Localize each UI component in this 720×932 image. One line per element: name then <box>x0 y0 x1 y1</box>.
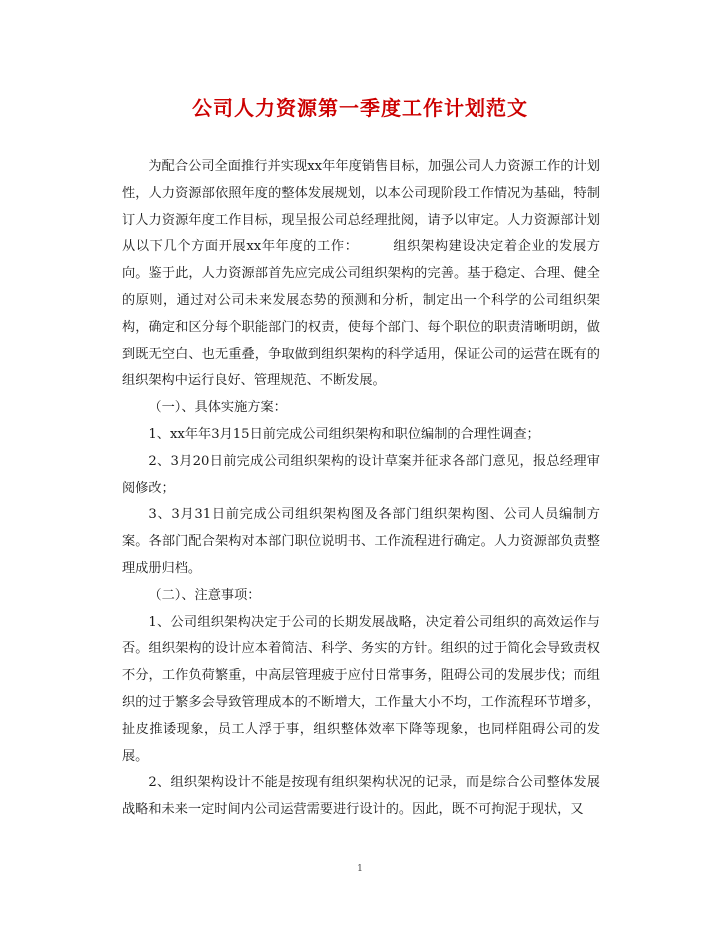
notes-item-2: 2、组织架构设计不能是按现有组织架构状况的记录，而是综合公司整体发展战略和未来一定时间内公司运营需要进行设计的。因此，既不可拘泥于现状，又 <box>122 775 600 818</box>
section-heading-implementation: （一）、具体实施方案： <box>148 400 287 416</box>
implementation-item-3: 3、3月31日前完成公司组织架构图及各部门组织架构图、公司人员编制方案。各部门配合架构对本部门职位说明书、工作流程进行确定。人力资源部负责整理成册归档。 <box>122 507 600 576</box>
notes-item-1: 1、公司组织架构决定于公司的长期发展战略，决定着公司组织的高效运作与否。组织架构的设计应本着简洁、科学、务实的方针。组织的过于简化会导致责权不分，工作负荷繁重，中高层管理疲于应付日常事务，阻碍公司的发展步伐；而组织的过于繁多会导致管理成本的不断增大，工作量大小不均，工作流程环节增多，扯皮推诿现象，员工人浮于事，组织整体效率下降等现象，也同样阻碍公司的发展。 <box>122 614 600 764</box>
document-body <box>122 154 600 824</box>
document-title: 公司人力资源第一季度工作计划范文 <box>192 96 528 120</box>
section-heading-notes: （二）、注意事项： <box>148 587 261 603</box>
intro-paragraph: 为配合公司全面推行并实现xx年年度销售目标，加强公司人力资源工作的计划性，人力资源部依照年度的整体发展规划，以本公司现阶段工作情况为基础，特制订人力资源年度工作目标，现呈报公司总经理批阅，请予以审定。人力资源部计划从以下几个方面开展xx年年度的工作： 组织架构建设决定着企业的发展方向。鉴于此，人力资源部首先应完成公司组织架构的完善。基于稳定、合理、健全的原则，通过对公司未来发展态势的预测和分析，制定出一个科学的公司组织架构，确定和区分每个职能部门的权责，使每个部门、每个职位的职责清晰明朗，做到既无空白、也无重叠，争取做到组织架构的科学适用，保证公司的运营在既有的组织架构中运行良好、管理规范、不断发展。 <box>122 159 600 389</box>
implementation-item-2: 2、3月20日前完成公司组织架构的设计草案并征求各部门意见，报总经理审阅修改； <box>122 453 600 496</box>
page-number: 1 <box>357 864 363 874</box>
implementation-item-1: 1、xx年年3月15日前完成公司组织架构和职位编制的合理性调查； <box>148 426 540 442</box>
